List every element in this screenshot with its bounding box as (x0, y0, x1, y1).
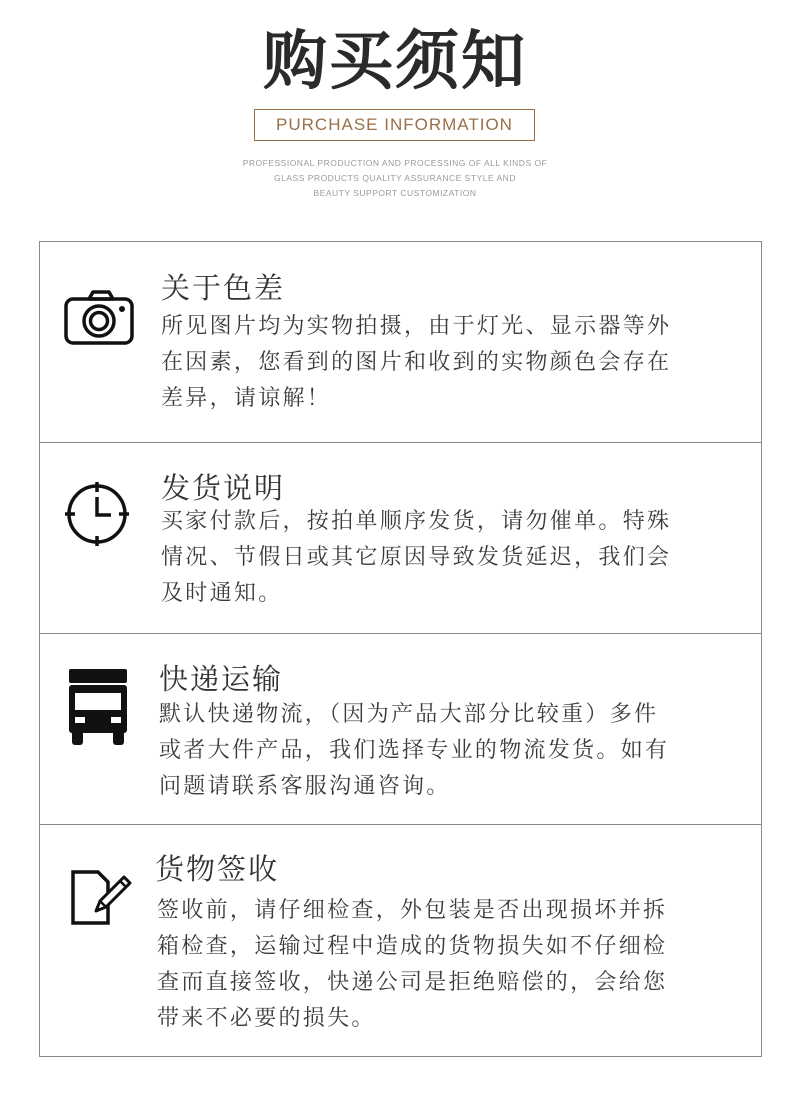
document-pen-icon (70, 869, 134, 927)
section-text-line: 所见图片均为实物拍摄，由于灯光、显示器等外 (161, 314, 672, 339)
section-heading: 快递运输 (159, 662, 284, 696)
info-sections (39, 241, 762, 1057)
section-text-line: 差异，请谅解！ (161, 386, 332, 411)
section-text-line: 带来不必要的损失。 (157, 1006, 376, 1031)
section-delivery (40, 633, 761, 824)
truck-icon (67, 669, 129, 745)
section-text-line: 问题请联系客服沟通咨询。 (159, 774, 451, 799)
tagline-line: PROFESSIONAL PRODUCTION AND PROCESSING OF ALL KINDS OF (242, 158, 548, 168)
section-text-line: 签收前，请仔细检查，外包装是否出现损坏并拆 (157, 898, 668, 923)
camera-icon (63, 290, 135, 346)
section-text-line: 或者大件产品，我们选择专业的物流发货。如有 (159, 738, 670, 763)
tagline-line: BEAUTY SUPPORT CUSTOMIZATION (313, 188, 477, 198)
section-text-line: 在因素，您看到的图片和收到的实物颜色会存在 (161, 350, 672, 375)
subtitle-box: PURCHASE INFORMATION (254, 109, 535, 141)
section-text-line: 及时通知。 (161, 581, 283, 606)
section-text-line: 查而直接签收，快递公司是拒绝赔偿的，会给您 (157, 970, 668, 995)
section-text-line: 买家付款后，按拍单顺序发货，请勿催单。特殊 (161, 509, 672, 534)
section-heading: 关于色差 (161, 271, 286, 305)
section-receipt (40, 824, 761, 1056)
page-title: 购买须知 (263, 25, 527, 99)
clock-icon (65, 482, 129, 546)
tagline-line: GLASS PRODUCTS QUALITY ASSURANCE STYLE AND (274, 173, 516, 183)
section-text-line: 情况、节假日或其它原因导致发货延迟，我们会 (161, 545, 672, 570)
section-color-difference (40, 242, 761, 442)
section-shipping (40, 442, 761, 633)
section-text-line: 默认快递物流，（因为产品大部分比较重）多件 (159, 702, 659, 727)
section-text-line: 箱检查，运输过程中造成的货物损失如不仔细检 (157, 934, 668, 959)
section-heading: 发货说明 (161, 471, 286, 505)
section-heading: 货物签收 (155, 852, 280, 886)
